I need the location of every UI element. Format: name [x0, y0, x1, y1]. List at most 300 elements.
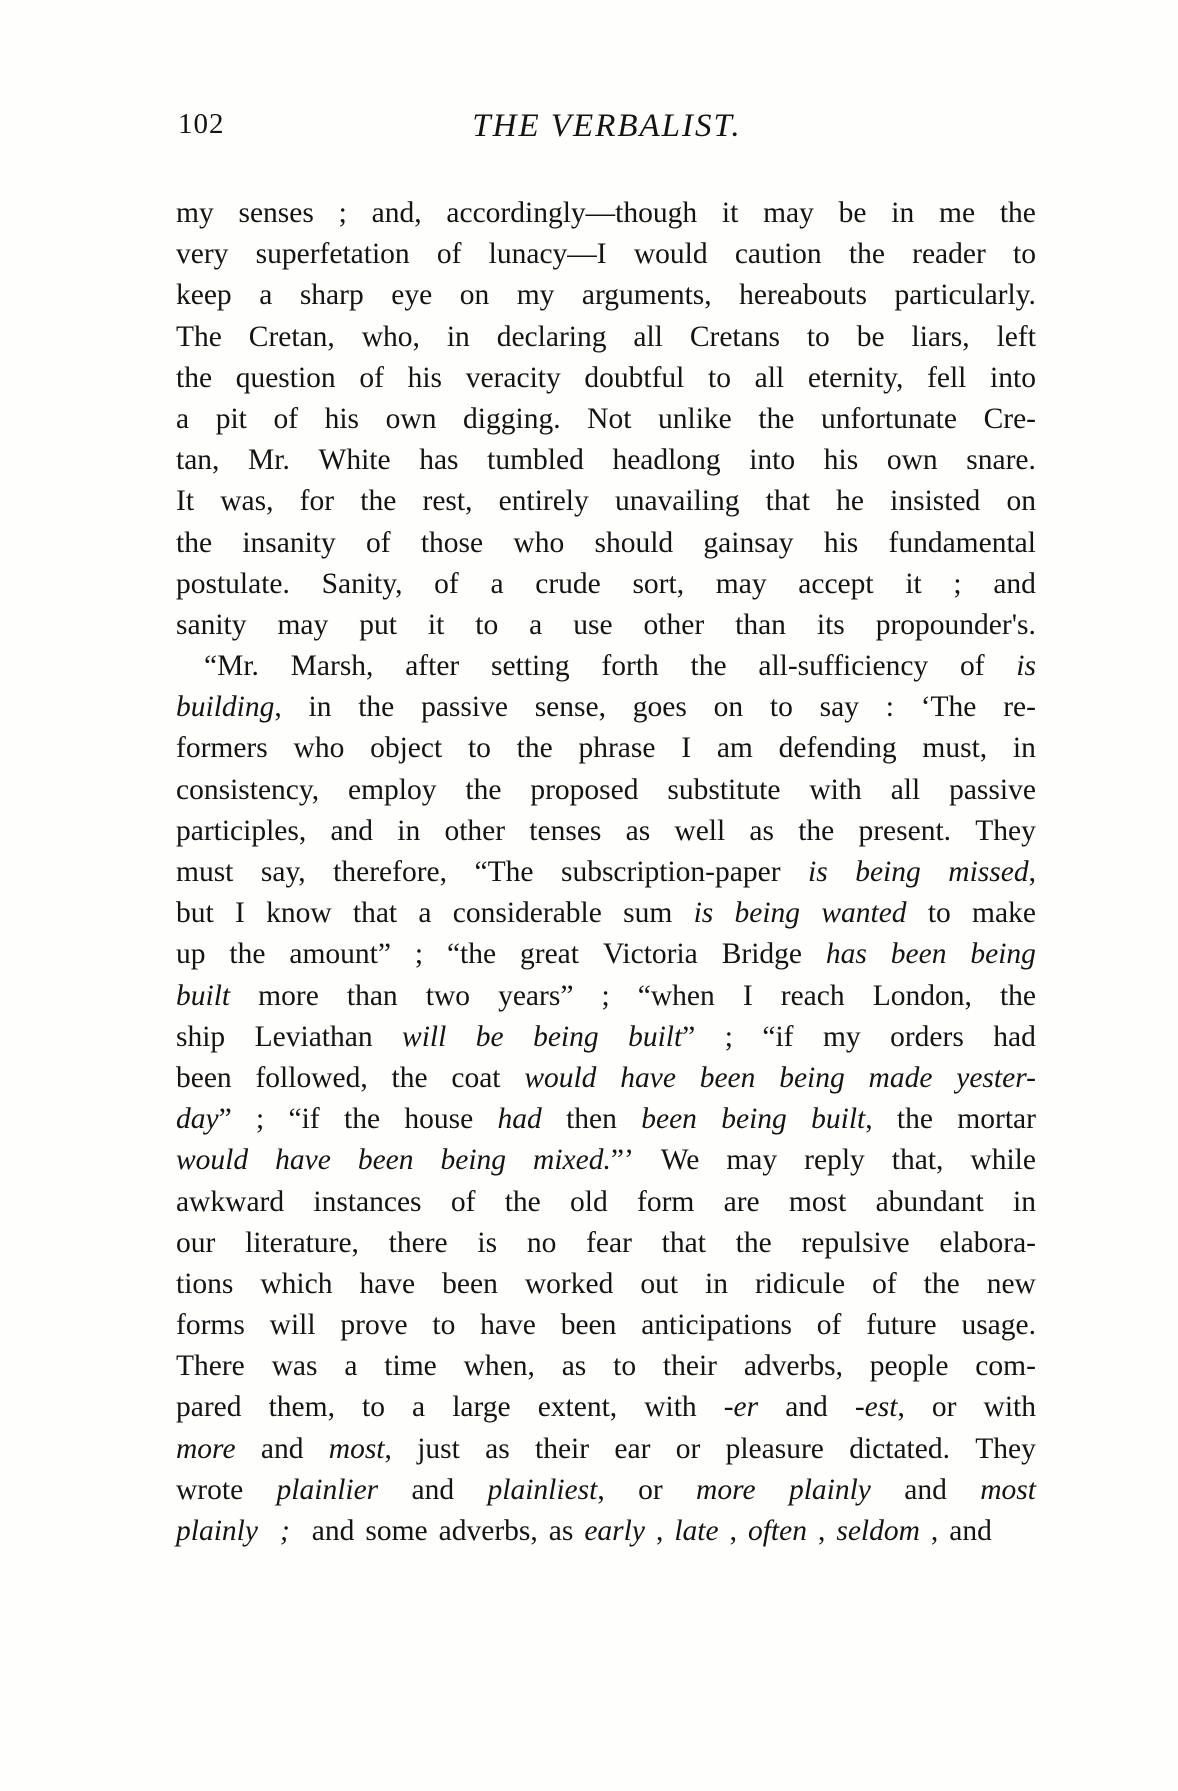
word: will: [402, 1020, 447, 1053]
text-line: [176, 1140, 1036, 1181]
word: is: [808, 856, 828, 888]
word: out: [640, 1267, 679, 1300]
text-line: [176, 399, 1036, 440]
text-line: [176, 1305, 1036, 1346]
word: the: [358, 691, 395, 724]
word: elabora-: [939, 1226, 1036, 1259]
word: to: [467, 732, 491, 765]
word: plainly: [788, 1473, 871, 1506]
word: gainsay: [703, 526, 794, 559]
word: may: [715, 567, 767, 600]
word: the: [516, 732, 553, 765]
word: mortar: [957, 1103, 1036, 1136]
word: been: [442, 1267, 498, 1300]
word: the: [896, 1103, 933, 1136]
word: the: [848, 238, 885, 271]
word: setting: [491, 650, 570, 683]
word: all: [754, 361, 785, 394]
word: sense,: [534, 691, 606, 724]
word: been: [699, 1061, 756, 1094]
word: who,: [361, 320, 420, 353]
word: on: [459, 279, 490, 312]
text-line: [176, 1470, 1036, 1511]
word: tumbled: [487, 444, 584, 477]
word: White: [318, 444, 391, 477]
text-line: [176, 1429, 1036, 1470]
word: than: [346, 979, 398, 1012]
word: my: [176, 197, 214, 229]
word: a: [412, 1391, 426, 1424]
text-line: [176, 893, 1036, 934]
word: with: [809, 773, 862, 806]
word: the: [465, 773, 502, 806]
word: tan,: [176, 444, 220, 477]
word: are: [723, 1185, 760, 1218]
word: Cretans: [689, 320, 780, 353]
word: a: [418, 897, 432, 930]
word: present.: [858, 814, 952, 847]
word: his: [324, 402, 360, 435]
word: adverbs,: [743, 1350, 843, 1383]
word: headlong: [612, 444, 721, 477]
text-line: [176, 275, 1036, 316]
word: tenses: [529, 814, 602, 847]
word: postulate.: [176, 567, 290, 600]
word: large: [452, 1391, 511, 1424]
word: Not: [587, 402, 632, 435]
word: is: [1016, 650, 1036, 683]
word: Bridge: [721, 938, 802, 971]
word: “Mr.: [204, 650, 259, 683]
word: more: [696, 1473, 756, 1506]
word: ;: [414, 938, 424, 971]
word: ;: [256, 1103, 265, 1136]
text-line: [176, 687, 1036, 728]
word: more: [258, 979, 319, 1012]
word: left: [996, 320, 1036, 353]
word: declaring: [496, 320, 607, 353]
word: “the: [446, 938, 497, 971]
word: -est,: [854, 1391, 905, 1424]
word: it: [905, 567, 922, 600]
word: those: [420, 526, 484, 559]
word: it: [427, 608, 445, 641]
word: Marsh,: [290, 650, 374, 683]
word: as: [749, 814, 774, 847]
word: years”: [498, 979, 574, 1012]
word: and: [260, 1432, 304, 1465]
word: re-: [1003, 691, 1036, 724]
word: senses: [238, 197, 314, 229]
word: building,: [176, 691, 282, 724]
word: “when: [637, 979, 715, 1012]
word: the: [391, 1061, 428, 1094]
word: goes: [632, 691, 687, 724]
word: and: [411, 1473, 455, 1506]
word: in: [1013, 1185, 1036, 1218]
word: subscription-paper: [560, 856, 781, 888]
word: had: [993, 1020, 1036, 1053]
word: I: [681, 732, 692, 765]
word: for: [299, 485, 335, 518]
word: in: [446, 320, 470, 353]
text-line: [176, 1058, 1036, 1099]
word: orders: [890, 1020, 964, 1053]
word: reader: [912, 238, 986, 271]
word: London,: [872, 979, 972, 1012]
word: of: [359, 361, 384, 394]
word: when,: [463, 1350, 535, 1383]
word: my: [822, 1020, 861, 1053]
word: fear: [586, 1226, 632, 1259]
word: to: [806, 320, 830, 353]
word: the: [735, 1226, 772, 1259]
word: “if: [762, 1020, 794, 1053]
word: reply: [804, 1144, 865, 1177]
word: then: [566, 1103, 617, 1136]
word: time: [384, 1350, 437, 1383]
word: that,: [891, 1144, 944, 1177]
word: the: [176, 526, 213, 559]
word: plainliest,: [487, 1473, 605, 1506]
word: of: [816, 1309, 842, 1342]
word: sum: [623, 897, 673, 930]
word: would: [633, 238, 708, 271]
word: have: [275, 1144, 331, 1177]
word: veracity: [465, 361, 561, 394]
word: had: [497, 1103, 542, 1136]
word: of: [366, 526, 391, 559]
word: therefore,: [333, 856, 447, 888]
word: built”: [628, 1020, 696, 1053]
word: have: [359, 1267, 416, 1300]
word: prove: [340, 1309, 408, 1342]
word: to: [475, 608, 499, 641]
word: ;: [338, 197, 347, 229]
word: may: [763, 197, 814, 229]
word: forth: [601, 650, 659, 683]
word: been: [890, 938, 947, 971]
word: his: [407, 361, 443, 394]
running-head: THE VERBALIST.: [472, 108, 742, 144]
word: while: [970, 1144, 1036, 1177]
word: There: [176, 1350, 245, 1383]
word: early ,: [584, 1515, 664, 1547]
word: a: [344, 1350, 358, 1383]
word: accept: [798, 567, 874, 600]
word: sharp: [299, 279, 364, 312]
word: new: [986, 1267, 1036, 1300]
word: its: [816, 608, 845, 641]
text-line: [176, 481, 1036, 522]
text-line: [176, 234, 1036, 275]
word: a: [490, 567, 504, 600]
word: the: [504, 1185, 541, 1218]
word: seldom ,: [836, 1515, 939, 1547]
word: wanted: [821, 897, 907, 930]
word: as: [485, 1432, 510, 1465]
word: all: [890, 773, 921, 806]
word: say: [819, 691, 859, 724]
word: the: [690, 650, 727, 683]
word: being: [855, 856, 921, 888]
word: fundamental: [888, 526, 1036, 559]
word: insanity: [242, 526, 336, 559]
word: been: [560, 1309, 617, 1342]
word: that: [765, 485, 810, 518]
word: was: [271, 1350, 318, 1383]
word: of: [434, 567, 459, 600]
word: to: [769, 691, 793, 724]
word: followed,: [255, 1061, 368, 1094]
word: on: [713, 691, 744, 724]
word: made: [868, 1061, 933, 1094]
word: eternity,: [807, 361, 904, 394]
word: anticipations: [641, 1309, 792, 1342]
word: a: [259, 279, 273, 312]
word: who: [293, 732, 345, 765]
word: them,: [268, 1391, 335, 1424]
word: people: [869, 1350, 949, 1383]
word: have: [480, 1309, 536, 1342]
word: after: [405, 650, 460, 683]
word: passive: [949, 773, 1036, 806]
word: unlike: [658, 402, 732, 435]
word: would: [176, 1144, 249, 1177]
word: other: [643, 608, 705, 641]
word: the: [360, 485, 397, 518]
word: as: [561, 1350, 587, 1383]
word: day”: [176, 1103, 232, 1136]
word: being: [440, 1144, 507, 1177]
word: in: [1012, 732, 1036, 765]
word: ;: [724, 1020, 733, 1053]
text-line: [176, 1511, 1036, 1552]
word: their: [662, 1350, 717, 1383]
word: unavailing: [614, 485, 740, 518]
word: insisted: [890, 485, 981, 518]
word: digging.: [463, 402, 561, 435]
word: literature,: [245, 1226, 359, 1259]
word: crude: [535, 567, 601, 600]
word: a: [176, 402, 190, 435]
word: accordingly—though: [446, 197, 698, 229]
word: very: [176, 238, 229, 271]
word: no: [526, 1226, 557, 1259]
word: with: [644, 1391, 697, 1424]
word: more: [176, 1432, 236, 1465]
word: in: [397, 814, 421, 847]
word: forms: [176, 1309, 245, 1342]
word: employ: [347, 773, 437, 806]
word: pleasure: [725, 1432, 824, 1465]
word: doubtful: [584, 361, 685, 394]
word: the: [229, 938, 266, 971]
word: usage.: [961, 1309, 1036, 1342]
word: tions: [176, 1267, 234, 1300]
word: -er: [723, 1391, 759, 1424]
word: They: [975, 1432, 1036, 1465]
body-text: [176, 193, 1036, 1552]
word: and: [311, 1515, 355, 1547]
word: to: [1013, 238, 1036, 271]
word: was,: [220, 485, 274, 518]
word: in: [891, 197, 915, 229]
word: awkward: [176, 1185, 285, 1218]
word: as: [625, 814, 651, 847]
word: there: [388, 1226, 448, 1259]
word: that: [661, 1226, 706, 1259]
word: been: [641, 1103, 697, 1136]
word: is: [693, 897, 714, 930]
word: of: [450, 1185, 476, 1218]
word: missed,: [948, 856, 1036, 888]
word: unfortunate: [821, 402, 957, 435]
word: use: [573, 608, 613, 641]
word: the: [798, 814, 835, 847]
word: Cretan,: [248, 320, 335, 353]
word: put: [359, 608, 397, 641]
word: be: [838, 197, 867, 229]
word: been: [176, 1061, 232, 1094]
word: as: [548, 1515, 574, 1547]
word: consistency,: [176, 773, 320, 806]
text-line: [176, 976, 1036, 1017]
text-line: [176, 728, 1036, 769]
word: the: [344, 1103, 381, 1136]
word: wrote: [176, 1473, 244, 1506]
word: a: [529, 608, 543, 641]
word: his: [823, 526, 859, 559]
word: built: [176, 979, 231, 1012]
word: be: [475, 1020, 504, 1053]
word: most,: [328, 1432, 392, 1465]
text-line: [176, 646, 1036, 687]
word: or: [675, 1432, 701, 1465]
word: the: [176, 361, 213, 394]
word: proposed: [530, 773, 639, 806]
word: plainlier: [276, 1473, 379, 1506]
word: our: [176, 1226, 216, 1259]
word: of: [872, 1267, 897, 1300]
word: into: [749, 444, 796, 477]
word: must: [176, 856, 234, 888]
word: say,: [260, 856, 306, 888]
word: considerable: [452, 897, 602, 930]
word: great: [520, 938, 579, 971]
word: amount”: [289, 938, 391, 971]
word: old: [570, 1185, 608, 1218]
word: lunacy—I: [488, 238, 607, 271]
word: been: [357, 1144, 414, 1177]
word: instances: [313, 1185, 422, 1218]
word: ridicule: [754, 1267, 846, 1300]
word: the: [758, 402, 795, 435]
word: Cre-: [983, 402, 1036, 435]
word: particularly.: [894, 279, 1036, 312]
word: :: [885, 691, 894, 724]
word: their: [535, 1432, 590, 1465]
word: keep: [176, 279, 232, 312]
word: object: [370, 732, 443, 765]
word: me: [939, 197, 976, 229]
word: “The: [474, 856, 534, 888]
word: pared: [176, 1391, 242, 1424]
word: Mr.: [248, 444, 290, 477]
word: fell: [927, 361, 967, 394]
word: in: [308, 691, 332, 724]
text-line: [176, 440, 1036, 481]
word: pit: [215, 402, 247, 435]
text-line: [176, 317, 1036, 358]
word: abundant: [875, 1185, 984, 1218]
word: sort,: [632, 567, 685, 600]
word: ;: [953, 567, 962, 600]
word: the: [999, 979, 1036, 1012]
word: formers: [176, 732, 268, 765]
word: propounder's.: [875, 608, 1036, 641]
word: ship: [176, 1020, 226, 1053]
word: passive: [421, 691, 508, 724]
text-line: [176, 1017, 1036, 1058]
word: being: [734, 897, 801, 930]
word: ‘The: [920, 691, 977, 724]
word: I: [742, 979, 753, 1012]
word: repulsive: [801, 1226, 910, 1259]
word: being: [721, 1103, 787, 1136]
word: superfetation: [255, 238, 410, 271]
word: eye: [391, 279, 433, 312]
word: I: [234, 897, 245, 930]
word: that: [352, 897, 398, 930]
word: Victoria: [602, 938, 698, 971]
word: liars,: [911, 320, 970, 353]
word: or: [931, 1391, 957, 1424]
word: am: [716, 732, 753, 765]
word: other: [444, 814, 506, 847]
word: most: [980, 1473, 1036, 1506]
word: and: [785, 1391, 828, 1424]
word: snare.: [966, 444, 1036, 477]
word: phrase: [578, 732, 656, 765]
word: all-sufficiency: [758, 650, 929, 683]
word: The: [176, 320, 222, 353]
page-number: 102: [178, 108, 225, 140]
word: to: [613, 1350, 637, 1383]
word: being: [533, 1020, 599, 1053]
text-line: [176, 1099, 1036, 1140]
text-line: [176, 811, 1036, 852]
word: defending: [778, 732, 897, 765]
word: have: [620, 1061, 676, 1094]
word: most: [788, 1185, 847, 1218]
word: will: [269, 1309, 316, 1342]
word: well: [674, 814, 726, 847]
word: all: [633, 320, 663, 353]
word: It: [176, 485, 195, 518]
word: to: [362, 1391, 385, 1424]
text-line: [176, 1223, 1036, 1264]
word: arguments,: [581, 279, 712, 312]
text-line: [176, 564, 1036, 605]
word: of: [273, 402, 299, 435]
word: substitute: [667, 773, 781, 806]
word: may: [277, 608, 329, 641]
word: may: [726, 1144, 778, 1177]
word: my: [516, 279, 555, 312]
text-line: [176, 852, 1036, 893]
word: entirely: [498, 485, 589, 518]
